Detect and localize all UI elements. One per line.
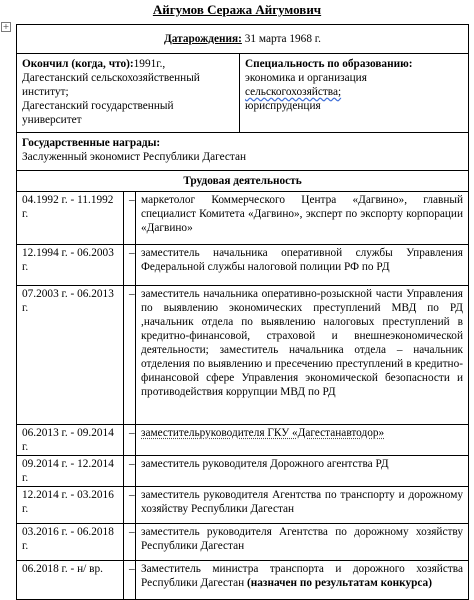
table-move-handle-icon[interactable]: + [2, 22, 10, 31]
birth-row [17, 25, 469, 54]
work-header: Трудовая деятельность [17, 171, 469, 192]
awards-cell [17, 133, 469, 171]
job-description-cell [136, 561, 469, 600]
job-dash: – [124, 245, 136, 286]
graduated-line-2: Дагестанский сельскохозяйственный институт; [22, 72, 200, 98]
job-description: заместитель руководителя Агентства по транспорту и дорожному хозяйству Республики Дагестан [136, 487, 469, 524]
job-row [17, 487, 469, 524]
job-dash: – [124, 561, 136, 600]
job-row [17, 561, 469, 600]
birth-label: Датарождения: [164, 33, 242, 45]
awards-label: Государственные награды: [22, 137, 161, 149]
job-description: заместитель начальника оперативно-розыскной части Управления по выявлению экономических преступлений МВД по РД ,начальник отдела по выявлению налоговых преступлений в кредитно-финансовой, страховой и внешнеэкономической деятельности; заместитель начальника отдела – начальник отделения по выявлению и пресечению преступлений в кредитно-финансовой сфере Управления экономической безопасности и противодействия коррупции МВД по РД [136, 286, 469, 425]
specialty-cell [240, 54, 469, 132]
job-period: 12.1994 г. - 06.2003 г. [17, 245, 124, 286]
job-period: 12.2014 г. - 03.2016 г. [17, 487, 124, 524]
education-subtable [17, 54, 468, 132]
education-cell [17, 54, 469, 133]
job-description: Заместитель министра транспорта и дорожного хозяйства Республики Дагестан [141, 563, 463, 589]
job-description: маркетолог Коммерческого Центра «Дагвино», главный специалист Комитета «Дагвино», эксперт по экспорту корпорации «Дагвино» [136, 192, 469, 245]
birth-value: 31 марта 1968 г. [244, 33, 321, 45]
job-note: (назначен по результатам конкурса) [246, 577, 432, 589]
awards-row [17, 133, 469, 171]
job-period: 09.2014 г. - 12.2014 г. [17, 456, 124, 487]
awards-value: Заслуженный экономист Республики Дагестан [22, 151, 247, 163]
job-dash: – [124, 524, 136, 561]
specialty-line-2: сельскогохозяйства; [245, 86, 342, 98]
specialty-label: Специальность по образованию: [245, 58, 413, 70]
education-row [17, 54, 469, 133]
job-description: заместитель руководителя Агентства по дорожному хозяйству Республики Дагестан [136, 524, 469, 561]
work-header-row [17, 171, 469, 192]
job-row [17, 524, 469, 561]
job-dash: – [124, 192, 136, 245]
job-period: 04.1992 г. - 11.1992 г. [17, 192, 124, 245]
job-description: заместитель руководителя Дорожного агентства РД [136, 456, 469, 487]
biography-table [16, 24, 469, 600]
job-period: 07.2003 г. - 06.2013 г. [17, 286, 124, 425]
job-period: 06.2018 г. - н/ вр. [17, 561, 124, 600]
job-description: заместительруководителя ГКУ «Дагестанавтодор» [136, 425, 469, 456]
job-dash: – [124, 456, 136, 487]
specialty-line-3: юриспруденция [245, 100, 321, 112]
job-row [17, 456, 469, 487]
graduated-label: Окончил (когда, что): [22, 58, 134, 70]
job-row [17, 286, 469, 425]
birth-cell [17, 25, 469, 54]
job-dash: – [124, 425, 136, 456]
job-row [17, 245, 469, 286]
person-name: Айгумов Сеража Айгумович [152, 2, 322, 17]
job-row [17, 192, 469, 245]
graduated-line-3: Дагестанский государственный университет [22, 100, 174, 126]
job-dash: – [124, 487, 136, 524]
job-period: 03.2016 г. - 06.2018 г. [17, 524, 124, 561]
job-description: заместитель начальника оперативной службы Управления Федеральной службы налоговой полиции РФ по РД [136, 245, 469, 286]
job-dash: – [124, 286, 136, 425]
specialty-line-1: экономика и организация [245, 72, 367, 84]
job-period: 06.2013 г. - 09.2014 г. [17, 425, 124, 456]
graduated-cell [17, 54, 240, 132]
graduated-line-1: 1991г., [133, 58, 166, 70]
job-row [17, 425, 469, 456]
